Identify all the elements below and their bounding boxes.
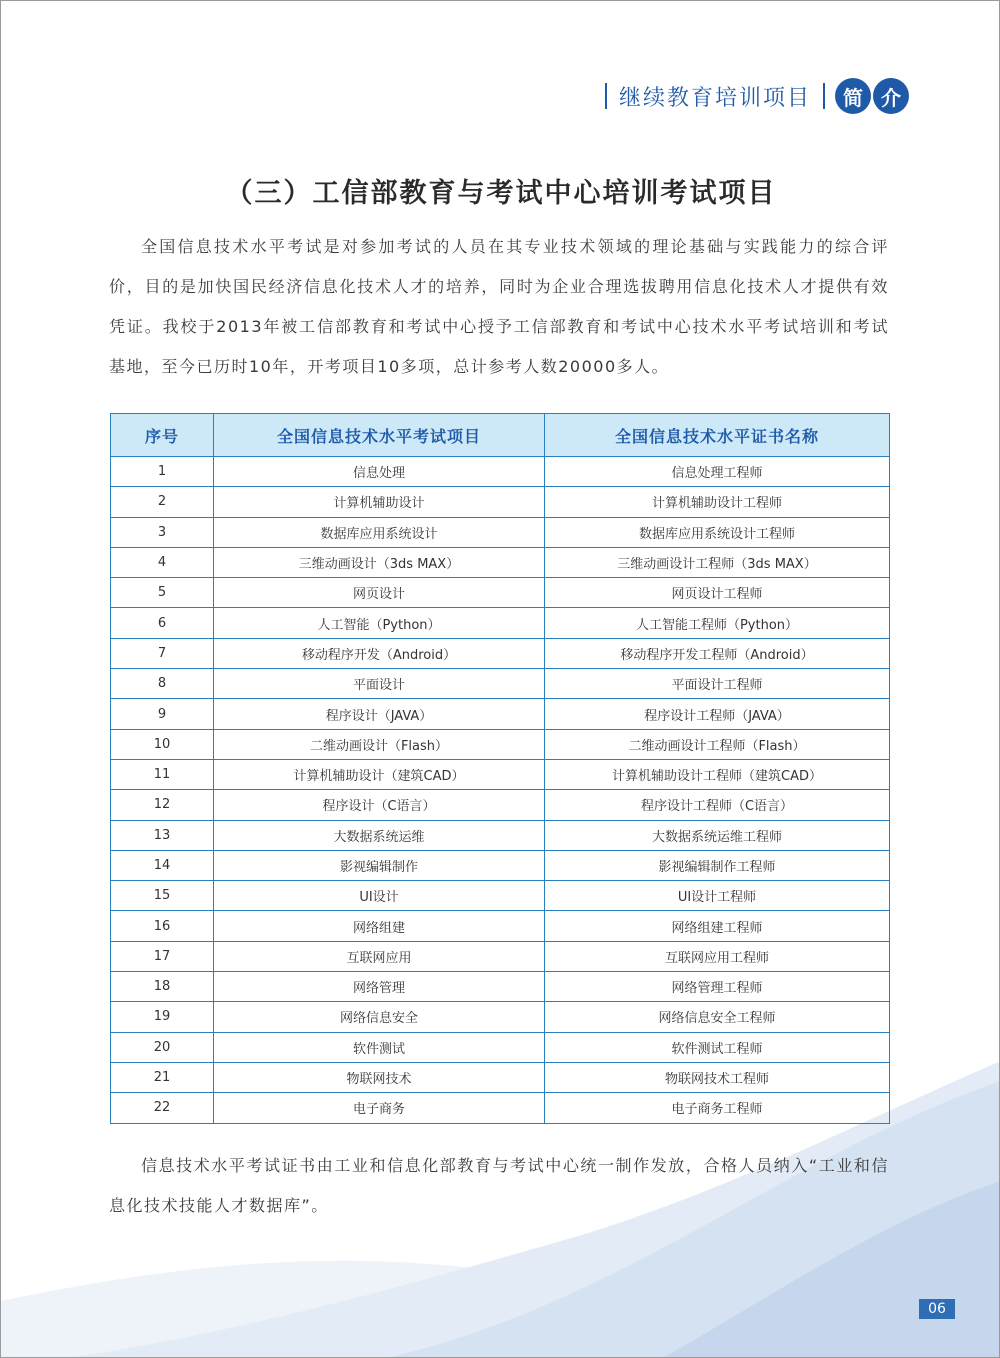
header-title: 继续教育培训项目 — [618, 85, 811, 111]
section-title: （三）工信部教育与考试中心培训考试项目 — [225, 178, 777, 209]
row-certificate-name: 网络信息安全工程师 — [545, 1002, 890, 1032]
row-index: 14 — [111, 850, 214, 880]
row-certificate-name: 程序设计工程师（JAVA） — [545, 699, 890, 729]
row-exam-project: 互联网应用 — [214, 941, 545, 971]
row-index: 4 — [111, 547, 214, 577]
header-certificate-name: 全国信息技术水平证书名称 — [545, 414, 890, 457]
table-row — [111, 1062, 890, 1092]
row-index: 22 — [111, 1093, 214, 1123]
row-index: 15 — [111, 881, 214, 911]
row-exam-project: 大数据系统运维 — [214, 820, 545, 850]
row-certificate-name: 物联网技术工程师 — [545, 1062, 890, 1092]
row-index: 21 — [111, 1062, 214, 1092]
row-index: 17 — [111, 941, 214, 971]
row-exam-project: 程序设计（C语言） — [214, 790, 545, 820]
row-certificate-name: 数据库应用系统设计工程师 — [545, 517, 890, 547]
row-exam-project: 电子商务 — [214, 1093, 545, 1123]
table-row — [111, 850, 890, 880]
table-row — [111, 457, 890, 487]
row-certificate-name: 大数据系统运维工程师 — [545, 820, 890, 850]
header — [605, 76, 909, 116]
row-index: 9 — [111, 699, 214, 729]
row-index: 7 — [111, 638, 214, 668]
row-certificate-name: 影视编辑制作工程师 — [545, 850, 890, 880]
table-row — [111, 972, 890, 1002]
row-certificate-name: 软件测试工程师 — [545, 1032, 890, 1062]
row-index: 3 — [111, 517, 214, 547]
header-index: 序号 — [111, 414, 214, 457]
intro-paragraph: 全国信息技术水平考试是对参加考试的人员在其专业技术领域的理论基础与实践能力的综合评价，目的是加快国民经济信息化技术人才的培养，同时为企业合理选拔聘用信息化技术人才提供有效凭证。我校于2013年被工信部教育和考试中心授予工信部教育和考试中心技术水平考试培训和考试基地，至今已历时10年，开考项目10多项，总计参考人数20000多人。 — [109, 237, 889, 376]
row-exam-project: 物联网技术 — [214, 1062, 545, 1092]
row-exam-project: 三维动画设计（3ds MAX） — [214, 547, 545, 577]
table-header-row — [111, 414, 890, 457]
header-badge-1: 简 — [835, 78, 871, 114]
row-certificate-name: 计算机辅助设计工程师 — [545, 487, 890, 517]
row-certificate-name: 程序设计工程师（C语言） — [545, 790, 890, 820]
row-exam-project: 信息处理 — [214, 457, 545, 487]
row-index: 13 — [111, 820, 214, 850]
table-row — [111, 1002, 890, 1032]
table-row — [111, 578, 890, 608]
table-row — [111, 547, 890, 577]
page-number: 06 — [919, 1299, 955, 1319]
row-index: 2 — [111, 487, 214, 517]
row-certificate-name: 电子商务工程师 — [545, 1093, 890, 1123]
row-exam-project: 软件测试 — [214, 1032, 545, 1062]
row-index: 18 — [111, 972, 214, 1002]
row-exam-project: 计算机辅助设计 — [214, 487, 545, 517]
row-certificate-name: 移动程序开发工程师（Android） — [545, 638, 890, 668]
row-exam-project: 移动程序开发（Android） — [214, 638, 545, 668]
row-index: 6 — [111, 608, 214, 638]
row-index: 19 — [111, 1002, 214, 1032]
row-index: 5 — [111, 578, 214, 608]
row-certificate-name: 网页设计工程师 — [545, 578, 890, 608]
exam-table — [110, 413, 890, 1124]
table-row — [111, 1032, 890, 1062]
table-row — [111, 517, 890, 547]
header-badge-2: 介 — [873, 78, 909, 114]
header-divider-right — [823, 83, 825, 109]
outro-paragraph: 信息技术水平考试证书由工业和信息化部教育与考试中心统一制作发放，合格人员纳入“工业和信息化技术技能人才数据库”。 — [109, 1156, 889, 1215]
table-row — [111, 699, 890, 729]
row-exam-project: 二维动画设计（Flash） — [214, 729, 545, 759]
row-exam-project: 网络管理 — [214, 972, 545, 1002]
row-index: 16 — [111, 911, 214, 941]
row-exam-project: 平面设计 — [214, 669, 545, 699]
table-row — [111, 487, 890, 517]
row-exam-project: 计算机辅助设计（建筑CAD） — [214, 759, 545, 789]
table-row — [111, 608, 890, 638]
row-exam-project: 影视编辑制作 — [214, 850, 545, 880]
row-certificate-name: 平面设计工程师 — [545, 669, 890, 699]
row-certificate-name: 人工智能工程师（Python） — [545, 608, 890, 638]
row-exam-project: UI设计 — [214, 881, 545, 911]
row-exam-project: 数据库应用系统设计 — [214, 517, 545, 547]
row-index: 8 — [111, 669, 214, 699]
table-row — [111, 638, 890, 668]
table-row — [111, 729, 890, 759]
row-certificate-name: 二维动画设计工程师（Flash） — [545, 729, 890, 759]
row-certificate-name: 网络管理工程师 — [545, 972, 890, 1002]
row-exam-project: 网络信息安全 — [214, 1002, 545, 1032]
row-index: 11 — [111, 759, 214, 789]
table-row — [111, 881, 890, 911]
table-row — [111, 941, 890, 971]
table-row — [111, 1093, 890, 1123]
table-row — [111, 790, 890, 820]
row-index: 20 — [111, 1032, 214, 1062]
header-exam-project: 全国信息技术水平考试项目 — [214, 414, 545, 457]
row-exam-project: 程序设计（JAVA） — [214, 699, 545, 729]
row-index: 1 — [111, 457, 214, 487]
row-exam-project: 人工智能（Python） — [214, 608, 545, 638]
row-certificate-name: UI设计工程师 — [545, 881, 890, 911]
row-certificate-name: 计算机辅助设计工程师（建筑CAD） — [545, 759, 890, 789]
row-index: 10 — [111, 729, 214, 759]
row-certificate-name: 网络组建工程师 — [545, 911, 890, 941]
row-certificate-name: 互联网应用工程师 — [545, 941, 890, 971]
table-row — [111, 820, 890, 850]
row-exam-project: 网络组建 — [214, 911, 545, 941]
table-row — [111, 669, 890, 699]
row-certificate-name: 三维动画设计工程师（3ds MAX） — [545, 547, 890, 577]
row-index: 12 — [111, 790, 214, 820]
row-certificate-name: 信息处理工程师 — [545, 457, 890, 487]
table-row — [111, 911, 890, 941]
table-row — [111, 759, 890, 789]
row-exam-project: 网页设计 — [214, 578, 545, 608]
